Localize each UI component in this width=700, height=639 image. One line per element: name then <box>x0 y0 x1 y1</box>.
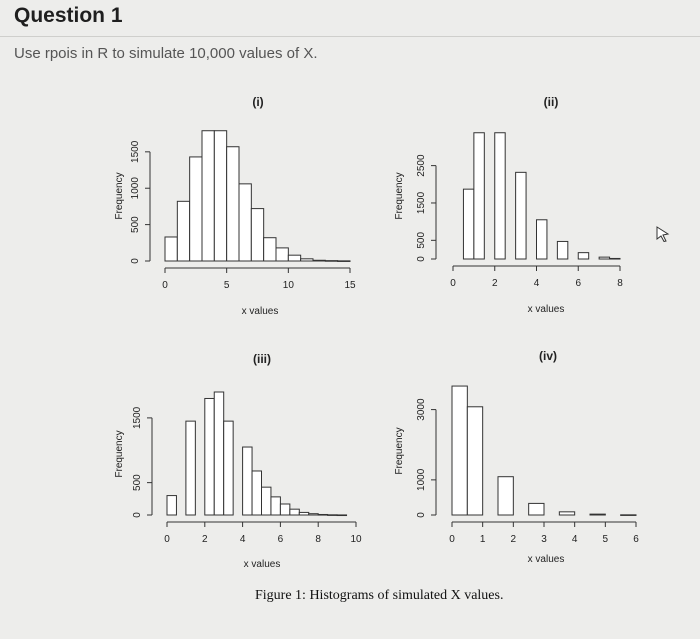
x-tick-label: 4 <box>239 534 246 545</box>
x-tick-label: 6 <box>575 278 582 289</box>
histogram-bar <box>578 253 588 259</box>
histogram-bar <box>599 257 609 259</box>
y-tick-label: 0 <box>416 256 427 262</box>
histogram-bar <box>463 189 473 259</box>
x-tick-label: 8 <box>315 534 321 545</box>
x-tick-label: 2 <box>491 278 498 289</box>
question-title: Question 1 <box>14 4 123 27</box>
x-tick-label: 2 <box>510 534 517 545</box>
x-tick-label: 2 <box>202 534 208 545</box>
x-tick-label: 5 <box>602 534 609 545</box>
histogram-bar <box>202 131 214 261</box>
y-axis-label: Frequency <box>394 427 405 475</box>
histogram-bar <box>290 509 299 515</box>
x-tick-label: 0 <box>164 534 170 545</box>
histogram-bar <box>325 261 337 262</box>
y-tick-label: 500 <box>130 216 141 233</box>
histogram-bar <box>559 512 574 515</box>
histogram-bar <box>186 421 195 515</box>
histogram-bar <box>214 131 226 261</box>
y-tick-label: 0 <box>130 258 141 264</box>
histogram-bar <box>557 241 567 259</box>
x-tick-label: 6 <box>277 534 284 545</box>
panel-title: (iv) <box>539 349 557 363</box>
histogram-bar <box>224 421 233 515</box>
y-axis-label: Frequency <box>394 172 405 220</box>
panel-title: (i) <box>252 95 264 109</box>
histogram-bar <box>301 259 313 261</box>
histogram-bar <box>313 260 325 261</box>
histogram-bar <box>276 248 288 261</box>
x-tick-label: 4 <box>533 278 540 289</box>
x-tick-label: 6 <box>633 534 639 545</box>
y-tick-label: 0 <box>416 512 427 518</box>
x-tick-label: 10 <box>350 534 362 545</box>
panel-title: (ii) <box>543 95 559 109</box>
histogram-bar <box>280 504 289 515</box>
histogram-bar <box>243 447 252 515</box>
histogram-bar <box>318 514 327 515</box>
histogram-bar <box>264 238 276 261</box>
y-tick-label: 1500 <box>132 406 143 430</box>
y-axis-label: Frequency <box>114 172 125 220</box>
x-tick-label: 0 <box>450 278 456 289</box>
y-tick-label: 500 <box>416 231 427 249</box>
histogram-bar <box>227 147 239 261</box>
histogram-bar <box>214 392 223 515</box>
panel-title: (iii) <box>253 352 271 366</box>
histogram-bar <box>177 201 189 261</box>
y-tick-label: 2500 <box>416 154 427 177</box>
x-tick-label: 5 <box>223 280 230 291</box>
histogram-bar <box>251 209 263 261</box>
x-tick-label: 4 <box>571 534 578 545</box>
histogram-bar <box>239 184 251 261</box>
histogram-bar <box>309 514 318 515</box>
histogram-bar <box>299 512 308 515</box>
y-tick-label: 1500 <box>416 191 427 215</box>
mouse-pointer-icon <box>656 226 670 242</box>
histogram-bar <box>495 133 505 259</box>
histogram-bar <box>165 237 177 261</box>
histogram-bar <box>328 515 337 516</box>
x-tick-label: 0 <box>162 280 168 291</box>
y-tick-label: 0 <box>132 512 143 518</box>
histogram-bar <box>167 496 176 515</box>
histogram-bar <box>205 398 214 515</box>
y-tick-label: 1000 <box>130 177 141 200</box>
x-tick-label: 3 <box>541 534 547 545</box>
x-tick-label: 10 <box>282 280 294 291</box>
histogram-bar <box>537 220 547 259</box>
histogram-bar <box>271 497 280 515</box>
histogram-bar <box>516 172 526 259</box>
question-text: Use rpois in R to simulate 10,000 values of X. <box>14 45 318 62</box>
y-tick-label: 1000 <box>416 468 427 491</box>
y-tick-label: 500 <box>132 474 143 491</box>
x-tick-label: 15 <box>344 280 356 291</box>
histogram-bar <box>467 407 482 515</box>
figure-caption: Figure 1: Histograms of simulated X values. <box>255 588 504 603</box>
y-tick-label: 1500 <box>130 140 141 163</box>
histogram-bar <box>474 133 484 259</box>
histogram-bar <box>337 515 346 516</box>
y-tick-label: 3000 <box>416 398 427 421</box>
x-axis-label: x values <box>241 306 279 317</box>
x-axis-label: x values <box>527 304 565 315</box>
histogram-bar <box>452 386 467 515</box>
x-axis-label: x values <box>243 559 281 570</box>
x-tick-label: 0 <box>449 534 455 545</box>
x-tick-label: 8 <box>617 278 623 289</box>
x-axis-label: x values <box>527 554 565 565</box>
histogram-bar <box>590 514 605 515</box>
y-axis-label: Frequency <box>114 430 125 478</box>
histogram-bar <box>190 157 202 261</box>
histogram-bar <box>610 258 620 259</box>
histogram-bar <box>529 503 544 515</box>
histogram-bar <box>621 515 636 516</box>
histogram-bar <box>262 487 271 515</box>
histogram-bar <box>338 261 350 262</box>
histogram-bar <box>498 477 513 515</box>
x-tick-label: 1 <box>479 534 486 545</box>
histogram-bar <box>288 255 300 261</box>
histogram-bar <box>252 471 261 515</box>
